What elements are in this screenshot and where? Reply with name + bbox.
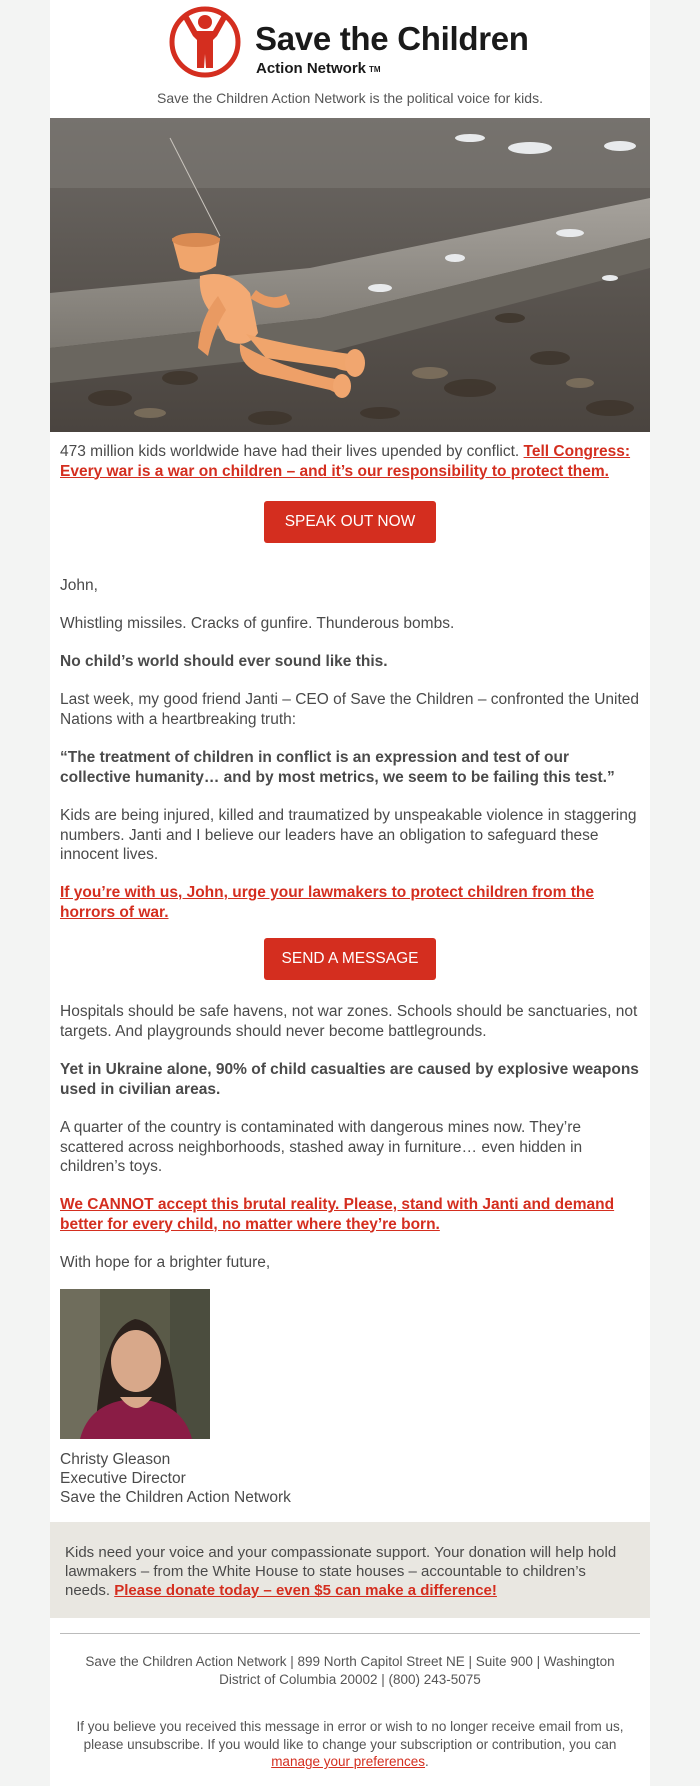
manage-preferences-link[interactable]: manage your preferences (271, 1754, 426, 1769)
send-message-wrapper (60, 938, 640, 980)
footer-unsubscribe (65, 1718, 635, 1771)
donate-link[interactable]: Please donate today – even $5 can make a difference! (114, 1582, 497, 1599)
speak-out-now-button[interactable]: SPEAK OUT NOW (264, 501, 436, 543)
tell-congress-link[interactable]: Tell Congress: Every war is a war on children – and it’s our responsibility to protect them. (60, 443, 631, 480)
email-container (50, 0, 650, 1786)
footer-divider (60, 1633, 640, 1634)
signature-org: Save the Children Action Network (60, 1489, 291, 1506)
paragraph-hospitals: Hospitals should be safe havens, not war zones. Schools should be sanctuaries, not targets. And playgrounds should never become battlegrounds. (60, 1003, 638, 1040)
speak-out-wrapper (60, 501, 640, 543)
signature-title: Executive Director (60, 1470, 186, 1487)
urge-lawmakers-link[interactable]: If you’re with us, John, urge your lawmakers to protect children from the horrors of war. (60, 884, 594, 921)
save-the-children-logo-icon (169, 6, 241, 78)
intro-text: 473 million kids worldwide have had their lives upended by conflict. (60, 443, 524, 460)
logo-sub-text: Action Network (256, 60, 367, 77)
greeting: John, (60, 577, 98, 594)
paragraph-ukraine: Yet in Ukraine alone, 90% of child casualties are caused by explosive weapons used in civilian areas. (60, 1061, 639, 1098)
brutal-reality-paragraph (60, 1195, 640, 1234)
logo-subtitle (256, 60, 381, 77)
logo-title: Save the Children (255, 20, 529, 57)
send-a-message-button[interactable]: SEND A MESSAGE (264, 938, 436, 980)
intro-paragraph (60, 442, 640, 481)
quote-paragraph: “The treatment of children in conflict is an expression and test of our collective humanity… and by most metrics, we seem to be failing this test.” (60, 749, 615, 786)
lawmakers-paragraph (60, 883, 640, 922)
paragraph-kids-injured: Kids are being injured, killed and traumatized by unspeakable violence in staggering numbers. Janti and I believe our leaders have an obligation to safeguard these innocent lives. (60, 807, 637, 863)
paragraph-no-child: No child’s world should ever sound like this. (60, 653, 388, 670)
paragraph-janti: Last week, my good friend Janti – CEO of Save the Children – confronted the United Nations with a heartbreaking truth: (60, 691, 639, 728)
footer-address: Save the Children Action Network | 899 North Capitol Street NE | Suite 900 | Washington District of Columbia 20002 | (800) 243-5075 (85, 1654, 615, 1687)
donate-text: Kids need your voice and your compassionate support. Your donation will help hold lawmakers – from the White House to state houses – accountable to children’s needs. (65, 1544, 617, 1599)
signature-name: Christy Gleason (60, 1451, 171, 1468)
paragraph-mines: A quarter of the country is contaminated with dangerous mines now. They’re scattered across neighborhoods, stashed away in furniture… even hidden in children’s toys. (60, 1119, 583, 1175)
donate-box (50, 1522, 650, 1618)
hero-image (50, 118, 650, 432)
signature-photo (60, 1289, 210, 1439)
closing-line: With hope for a brighter future, (60, 1254, 271, 1271)
stand-with-janti-link[interactable]: We CANNOT accept this brutal reality. Please, stand with Janti and demand better for every child, no matter where they’re born. (60, 1196, 615, 1233)
donate-paragraph (65, 1543, 630, 1600)
unsubscribe-text: If you believe you received this message in error or wish to no longer receive email from us, please unsubscribe. If you would like to change your subscription or contribution, you can (76, 1719, 624, 1752)
email-header (50, 0, 650, 118)
tagline: Save the Children Action Network is the political voice for kids. (157, 90, 543, 106)
unsubscribe-end: . (425, 1754, 429, 1769)
paragraph-missiles: Whistling missiles. Cracks of gunfire. Thunderous bombs. (60, 615, 455, 632)
trademark: TM (369, 65, 381, 74)
